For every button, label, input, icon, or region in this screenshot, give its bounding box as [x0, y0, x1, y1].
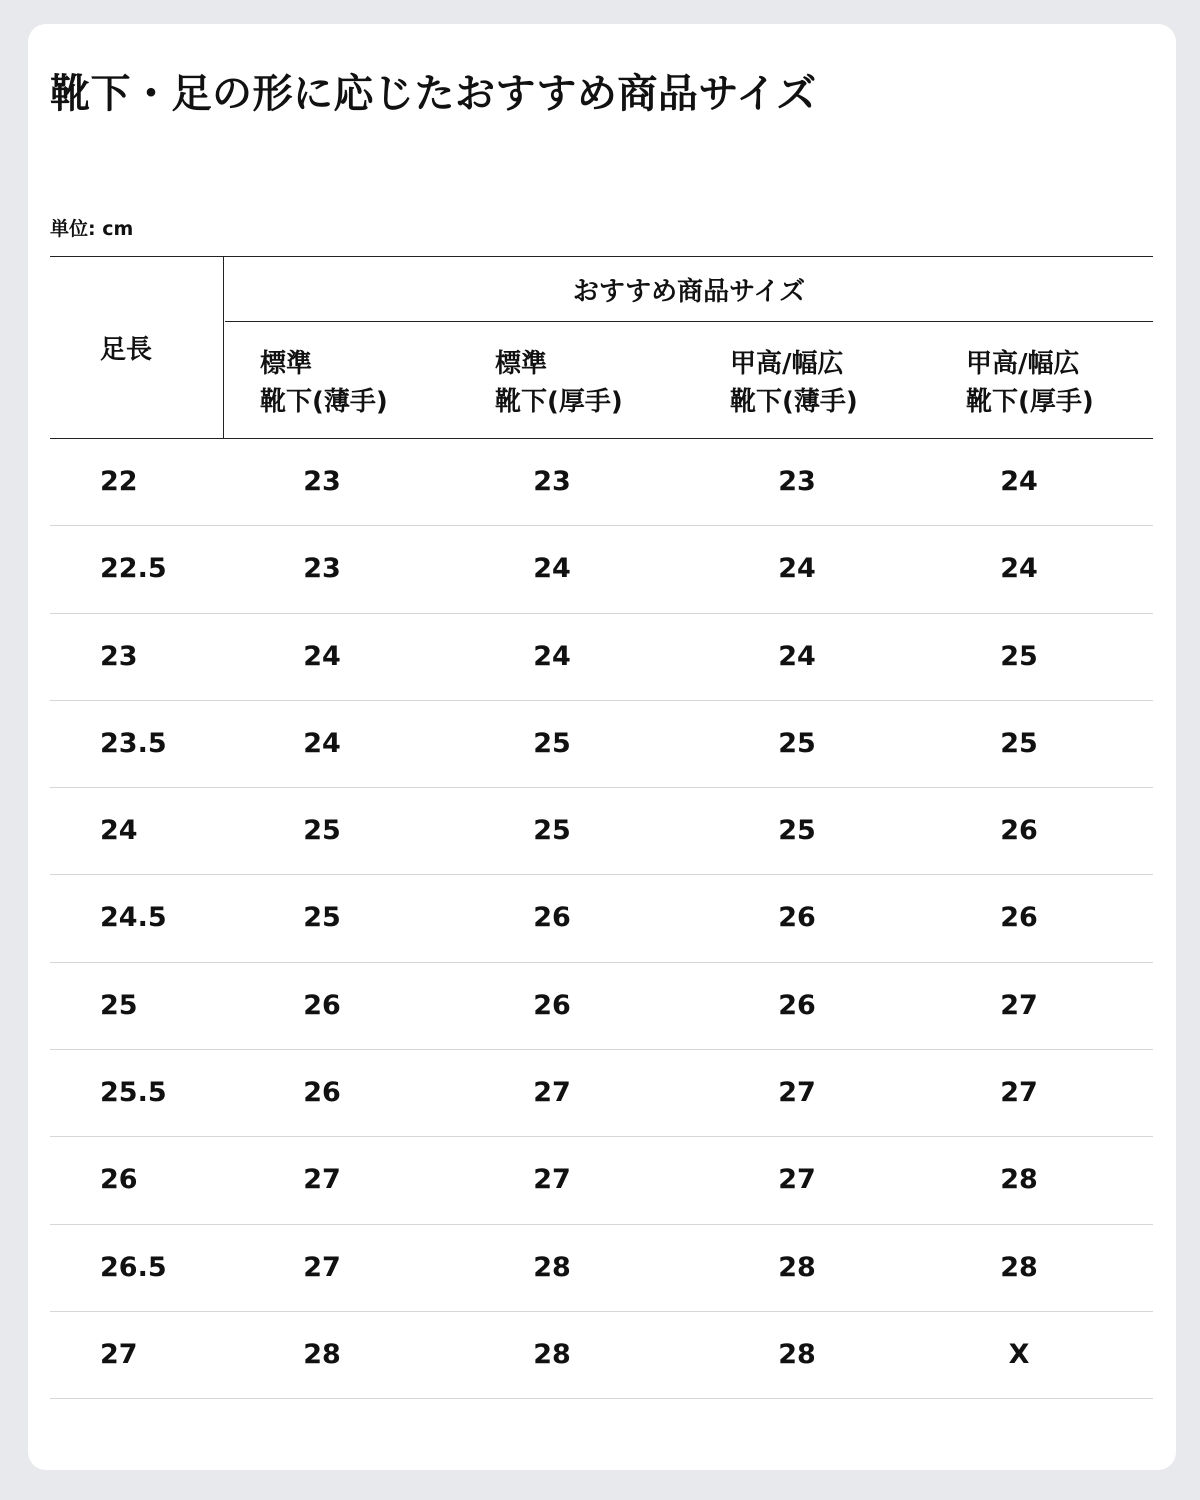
size-cell: 25 [533, 727, 571, 759]
foot-length-cell: 23 [100, 640, 138, 672]
size-cell: 27 [303, 1251, 341, 1283]
table-row [50, 439, 1153, 526]
foot-length-cell: 26.5 [100, 1251, 167, 1283]
table-row [50, 526, 1153, 613]
column-header-line2: 靴下(薄手) [730, 387, 858, 417]
column-header-line2: 靴下(薄手) [260, 387, 388, 417]
size-cell: 23 [303, 553, 341, 585]
size-cell: 25 [303, 815, 341, 847]
size-cell: 28 [533, 1338, 571, 1370]
column-header-wide-thin [730, 345, 858, 421]
table-row [50, 1312, 1153, 1399]
foot-length-cell: 25 [100, 989, 138, 1021]
table-row [50, 1137, 1153, 1224]
size-cell: 27 [1000, 1077, 1038, 1109]
column-header-line1: 標準 [495, 349, 548, 379]
column-header-line1: 甲高/幅広 [966, 349, 1080, 379]
size-chart-card [28, 24, 1176, 1470]
column-header-wide-thick [966, 345, 1094, 421]
foot-length-cell: 22.5 [100, 553, 167, 585]
table-header [50, 256, 1153, 439]
column-header-line2: 靴下(厚手) [966, 387, 1094, 417]
size-cell: 24 [303, 640, 341, 672]
unit-label: 単位: cm [50, 218, 134, 240]
table-row [50, 875, 1153, 962]
foot-length-cell: 23.5 [100, 727, 167, 759]
column-header-standard-thin [260, 345, 388, 421]
size-cell: 25 [778, 815, 816, 847]
size-cell: 27 [778, 1164, 816, 1196]
table-row [50, 1050, 1153, 1137]
column-header-line2: 靴下(厚手) [495, 387, 623, 417]
foot-length-cell: 26 [100, 1164, 138, 1196]
recommended-size-group-header: おすすめ商品サイズ [225, 257, 1153, 322]
size-cell: 28 [1000, 1251, 1038, 1283]
foot-length-header: 足長 [100, 335, 153, 365]
foot-length-header-cell [50, 257, 224, 438]
size-cell: 25 [303, 902, 341, 934]
size-cell: 24 [1000, 553, 1038, 585]
size-cell: X [1008, 1338, 1030, 1370]
size-cell: 27 [533, 1164, 571, 1196]
foot-length-cell: 27 [100, 1338, 138, 1370]
size-cell: 28 [533, 1251, 571, 1283]
table-row [50, 1225, 1153, 1312]
size-cell: 24 [778, 640, 816, 672]
size-cell: 26 [303, 989, 341, 1021]
size-cell: 24 [778, 553, 816, 585]
size-cell: 23 [778, 466, 816, 497]
foot-length-cell: 24 [100, 815, 138, 847]
foot-length-cell: 25.5 [100, 1077, 167, 1109]
column-header-line1: 甲高/幅広 [730, 349, 844, 379]
size-cell: 25 [533, 815, 571, 847]
column-header-standard-thick [495, 345, 623, 421]
size-cell: 26 [1000, 815, 1038, 847]
size-cell: 27 [303, 1164, 341, 1196]
size-cell: 28 [778, 1251, 816, 1283]
size-cell: 25 [1000, 640, 1038, 672]
table-body [50, 439, 1153, 1399]
size-cell: 27 [1000, 989, 1038, 1021]
size-cell: 27 [778, 1077, 816, 1109]
size-cell: 24 [533, 640, 571, 672]
size-cell: 26 [1000, 902, 1038, 934]
size-cell: 26 [533, 902, 571, 934]
table-row [50, 788, 1153, 875]
size-cell: 26 [533, 989, 571, 1021]
table-row [50, 701, 1153, 788]
size-cell: 28 [778, 1338, 816, 1370]
size-cell: 25 [1000, 727, 1038, 759]
table-row [50, 963, 1153, 1050]
size-cell: 26 [778, 902, 816, 934]
foot-length-cell: 22 [100, 466, 138, 497]
size-cell: 23 [303, 466, 341, 497]
size-cell: 28 [303, 1338, 341, 1370]
column-header-line1: 標準 [260, 349, 313, 379]
size-cell: 23 [533, 466, 571, 497]
size-table [50, 256, 1153, 1399]
size-cell: 24 [1000, 466, 1038, 497]
size-cell: 26 [778, 989, 816, 1021]
size-cell: 25 [778, 727, 816, 759]
foot-length-cell: 24.5 [100, 902, 167, 934]
page-title: 靴下・足の形に応じたおすすめ商品サイズ [50, 71, 817, 117]
size-cell: 27 [533, 1077, 571, 1109]
table-row [50, 614, 1153, 701]
size-cell: 24 [303, 727, 341, 759]
size-cell: 24 [533, 553, 571, 585]
size-cell: 26 [303, 1077, 341, 1109]
size-cell: 28 [1000, 1164, 1038, 1196]
